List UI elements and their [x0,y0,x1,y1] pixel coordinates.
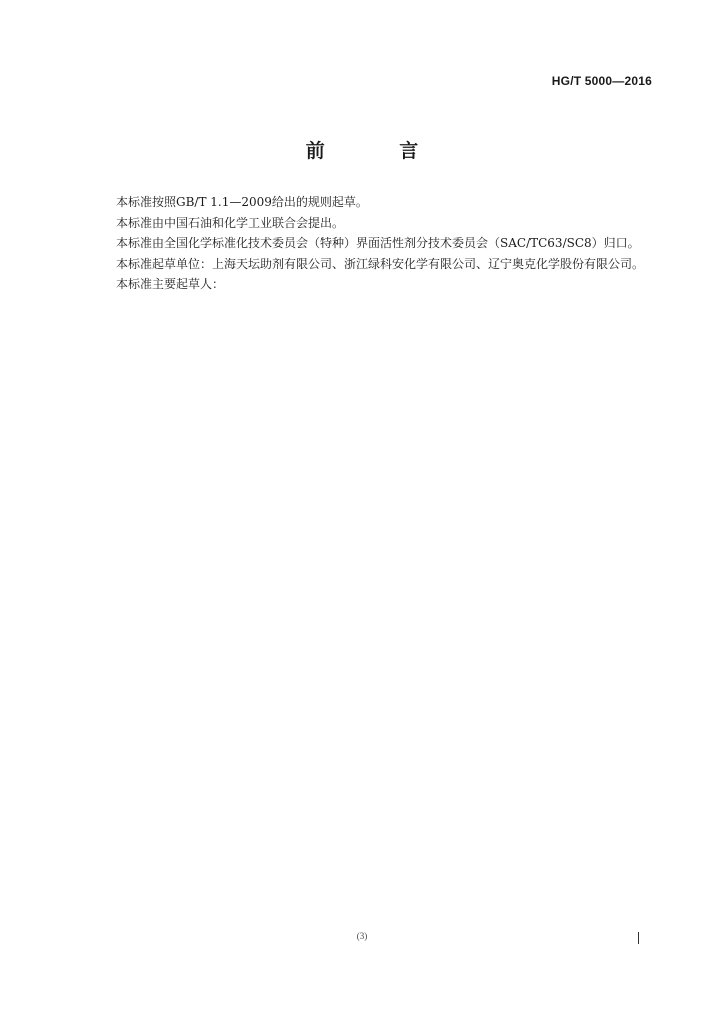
foreword-body [88,192,653,295]
paragraph-proposer: 本标准由中国石油和化学工业联合会提出。 [116,215,345,230]
paragraph-drafting-units: 本标准起草单位：上海天坛助剂有限公司、浙江绿科安化学有限公司、辽宁奥克化学股份有限公司。 [116,256,645,271]
margin-mark [638,932,639,944]
page-title: 前 言 [305,140,453,162]
standard-code: HG/T 5000—2016 [551,74,652,88]
paragraph-drafting-rules: 本标准按照GB/T 1.1—2009给出的规则起草。 [116,195,368,209]
page-number: (3) [356,931,368,941]
paragraph-jurisdiction: 本标准由全国化学标准化技术委员会（特种）界面活性剂分技术委员会（SAC/TC63/SC8）归口。 [116,236,640,250]
paragraph-drafters: 本标准主要起草人： [116,277,225,291]
